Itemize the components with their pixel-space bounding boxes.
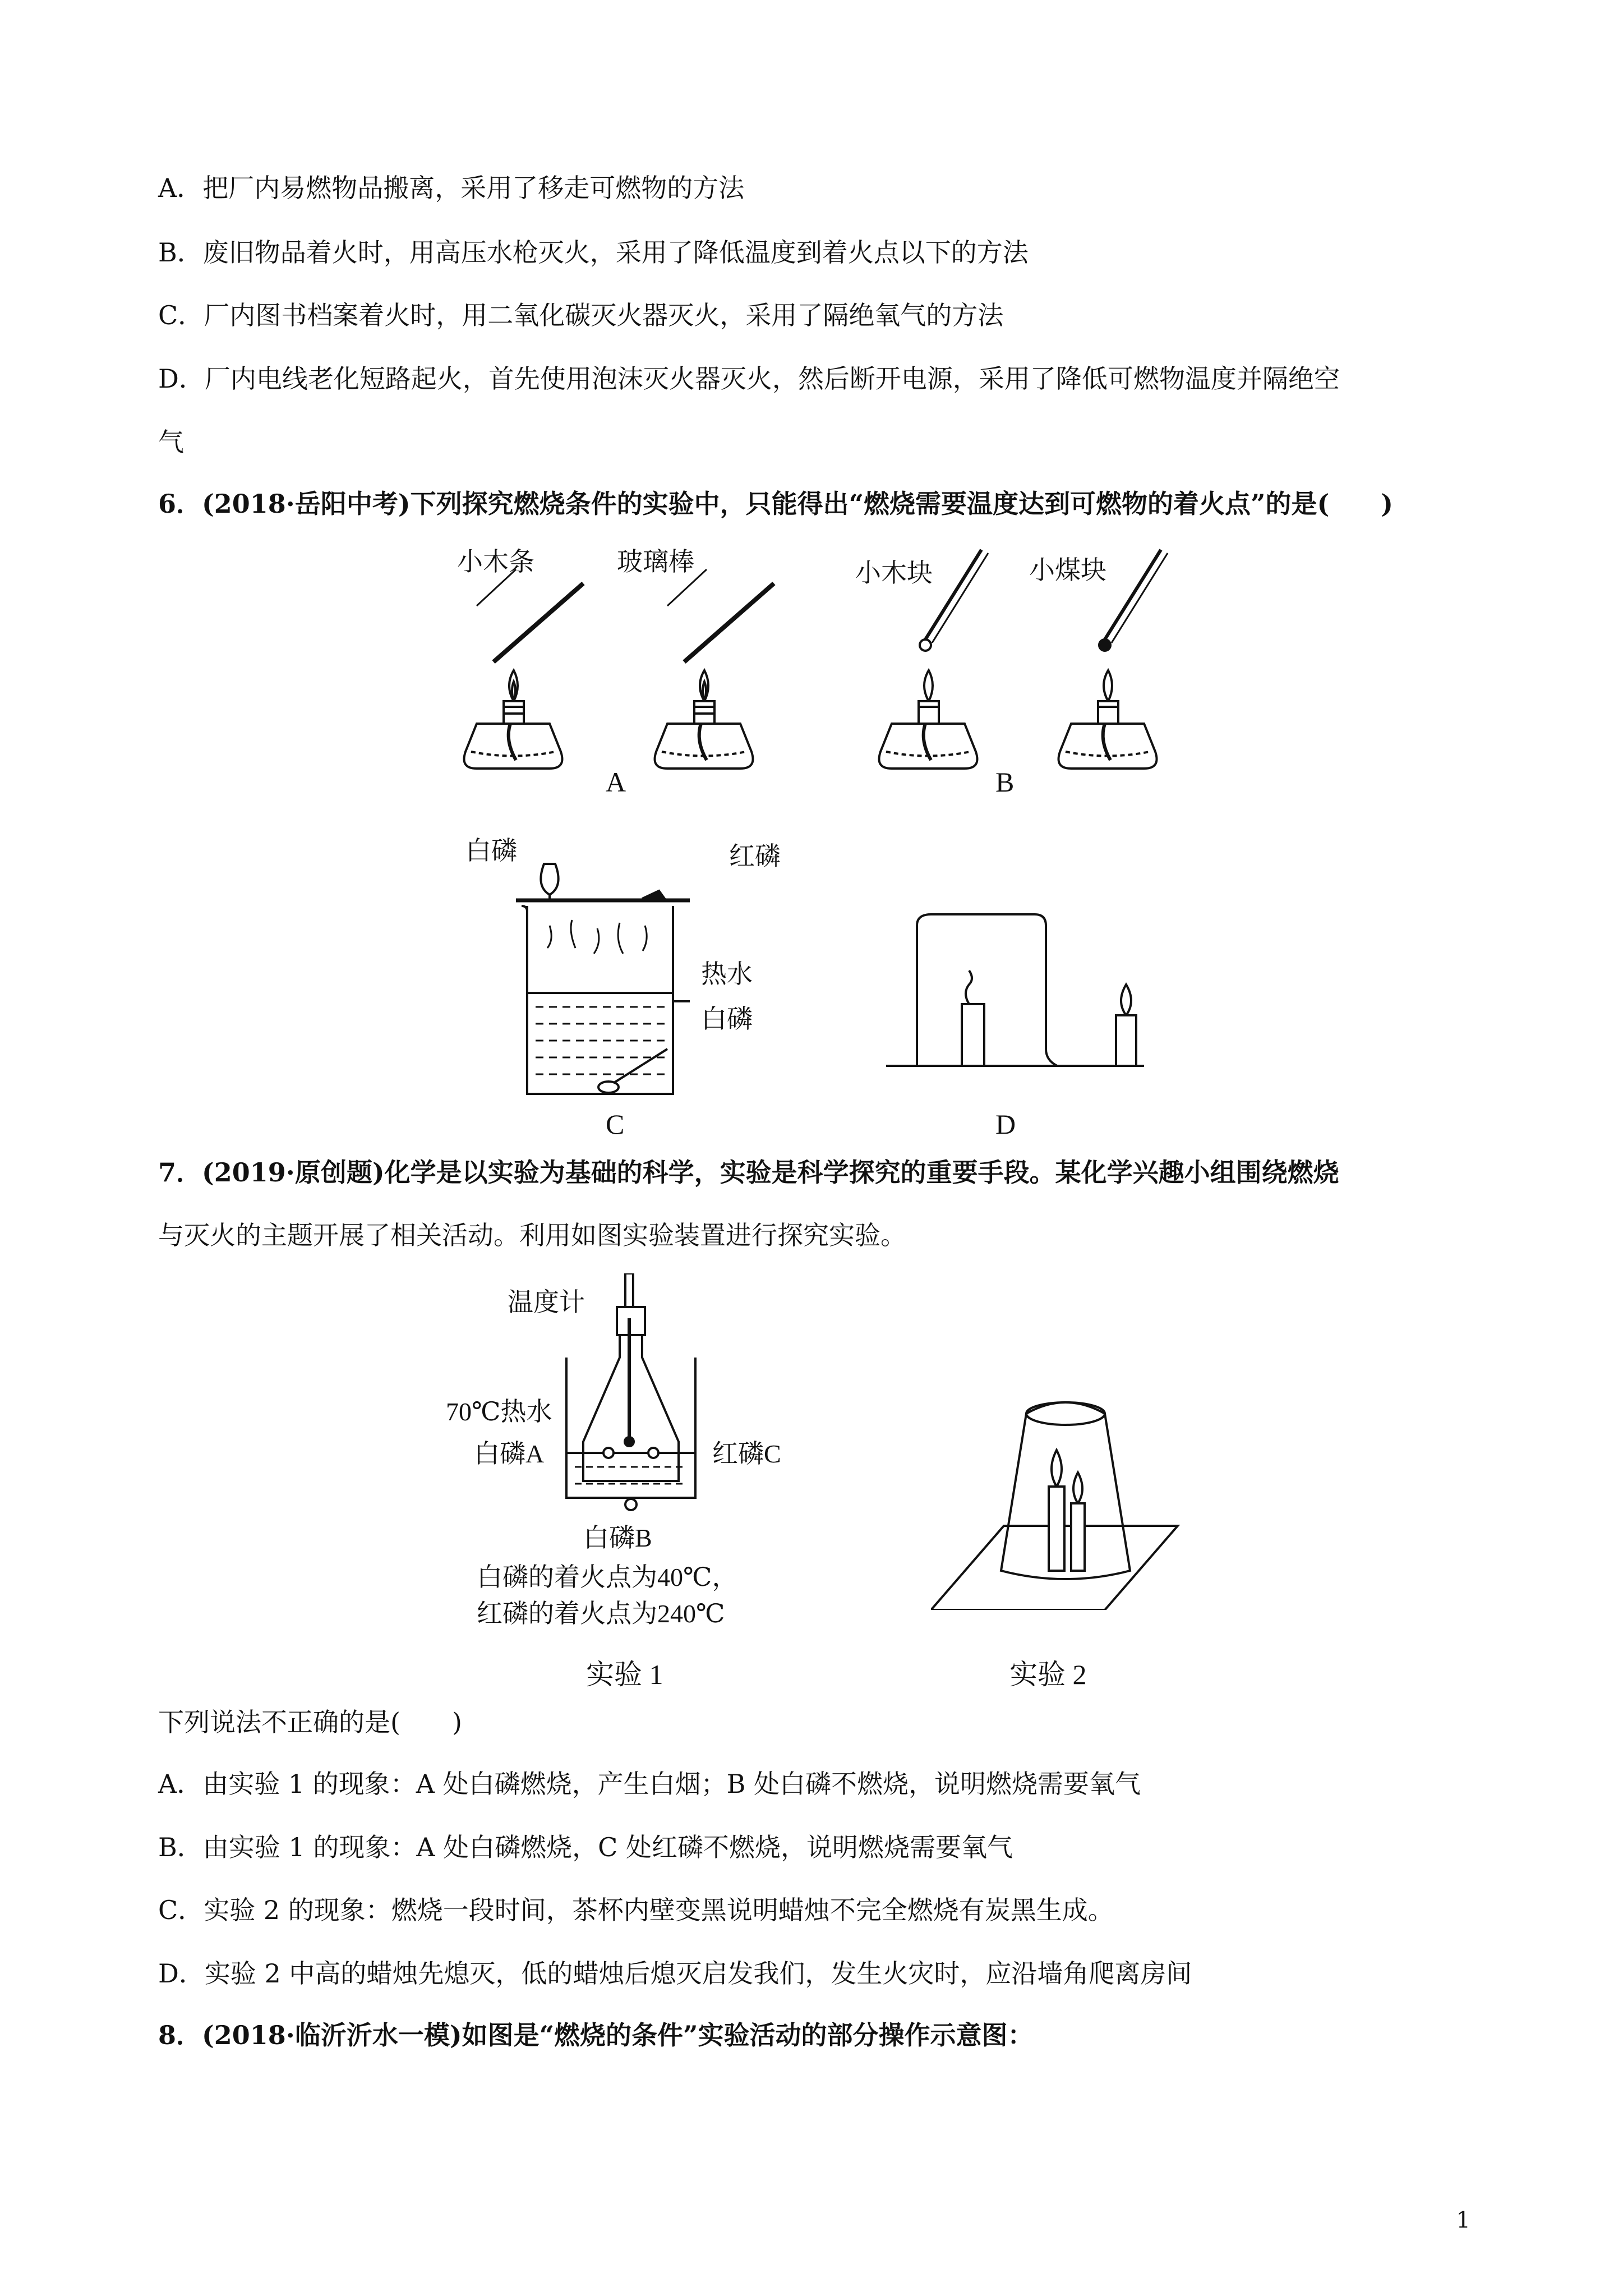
q5-option-a: A．把厂内易燃物品搬离，采用了移走可燃物的方法: [158, 173, 745, 203]
label-white-phosphorus-b: 白磷B: [583, 1524, 652, 1552]
label-glass-rod: 玻璃棒: [617, 547, 694, 576]
q5-option-d-cont: 气: [158, 427, 184, 457]
caption-c: C: [606, 1108, 625, 1140]
q6-stem: 6．(2018·岳阳中考)下列探究燃烧条件的实验中，只能得出“燃烧需要温度达到可燃物的着火点”的是( ): [158, 489, 1394, 519]
label-thermometer: 温度计: [508, 1288, 585, 1317]
q7-option-b: B．由实验 1 的现象：A 处白磷燃烧，C 处红磷不燃烧，说明燃烧需要氧气: [158, 1832, 1013, 1862]
label-small-wood-block: 小木块: [855, 559, 933, 587]
label-red-phosphorus: 红磷: [729, 842, 781, 871]
label-white-phosphorus-a: 白磷A: [474, 1439, 545, 1468]
note-red-p-ignition: 红磷的着火点为240℃: [477, 1599, 725, 1628]
label-small-wood-stick: 小木条: [457, 547, 534, 576]
caption-d: D: [995, 1108, 1016, 1140]
q7-stem-line2: 与灭火的主题开展了相关活动。利用如图实验装置进行探究实验。: [158, 1220, 906, 1250]
experiment-1-figure: [561, 1273, 751, 1531]
note-white-p-ignition: 白磷的着火点为40℃，: [477, 1563, 738, 1591]
q5-option-b: B．废旧物品着火时，用高压水枪灭火，采用了降低温度到着火点以下的方法: [158, 237, 1029, 268]
page-number: 1: [1456, 2207, 1470, 2233]
label-small-coal-block: 小煤块: [1029, 556, 1106, 585]
q7-option-c: C．实验 2 的现象：燃烧一段时间，茶杯内壁变黑说明蜡烛不完全燃烧有炭黑生成。: [158, 1895, 1114, 1925]
q7-question: 下列说法不正确的是( ): [158, 1707, 462, 1737]
caption-a: A: [606, 766, 626, 798]
label-white-phosphorus-bottom: 白磷: [701, 1005, 753, 1033]
label-white-phosphorus-top: 白磷: [465, 836, 517, 865]
q8-stem: 8．(2018·临沂沂水一模)如图是“燃烧的条件”实验活动的部分操作示意图：: [158, 2020, 1034, 2050]
q7-option-d: D．实验 2 中高的蜡烛先熄灭，低的蜡烛后熄灭启发我们，发生火灾时，应沿墙角爬离房间: [158, 1958, 1192, 1989]
q7-option-a: A．由实验 1 的现象：A 处白磷燃烧，产生白烟；B 处白磷不燃烧，说明燃烧需要氧气: [158, 1769, 1141, 1799]
q6-figure-d: [886, 903, 1200, 1088]
q5-option-d: D．厂内电线老化短路起火，首先使用泡沫灭火器灭火，然后断开电源，采用了降低可燃物温度并隔绝空: [158, 364, 1340, 394]
caption-b: B: [995, 766, 1015, 798]
label-red-phosphorus-c: 红磷C: [712, 1439, 781, 1468]
caption-experiment-1: 实验 1: [586, 1659, 663, 1690]
caption-experiment-2: 实验 2: [1009, 1659, 1087, 1690]
experiment-2-figure: [931, 1386, 1200, 1610]
q7-stem-line1: 7．(2019·原创题)化学是以实验为基础的科学，实验是科学探究的重要手段。某化学兴趣小组围绕燃烧: [158, 1157, 1339, 1188]
q5-option-c: C．厂内图书档案着火时，用二氧化碳灭火器灭火，采用了隔绝氧气的方法: [158, 300, 1004, 330]
label-70c-hot-water: 70℃热水: [446, 1397, 552, 1426]
label-hot-water: 热水: [701, 960, 753, 988]
